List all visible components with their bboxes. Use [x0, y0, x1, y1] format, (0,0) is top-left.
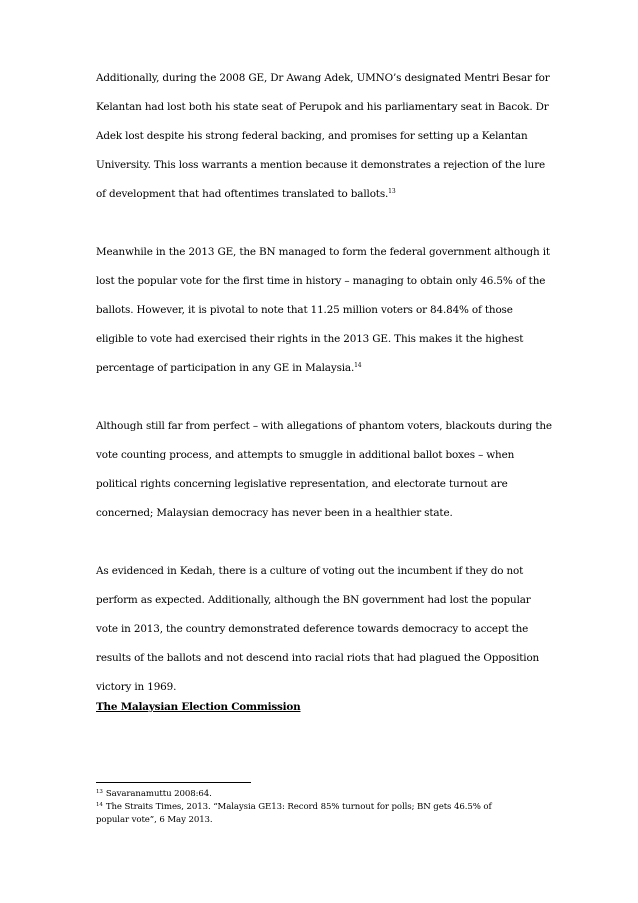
text-line: lost the popular vote for the first time in history – managing to obtain only 46.5% of the: [96, 275, 546, 287]
footnote-text: The Straits Times, 2013. “Malaysia GE13: Record 85% turnout for polls; BN gets 46.5% of: [105, 802, 492, 812]
text-line: vote in 2013, the country demonstrated deference towards democracy to accept the: [96, 623, 529, 635]
text-line: perform as expected. Additionally, although the BN government had lost the popular: [96, 594, 531, 606]
footnote-text: Savaranamuttu 2008:64.: [105, 789, 212, 799]
paragraph-1: [96, 64, 548, 209]
footnote-number: 14: [96, 802, 103, 808]
text-line: political rights concerning legislative representation, and electorate turnout are: [96, 478, 508, 490]
text-line: ballots. However, it is pivotal to note that 11.25 million voters or 84.84% of those: [96, 304, 513, 316]
paragraph-2: [96, 238, 548, 383]
text-line: vote counting process, and attempts to smuggle in additional ballot boxes – when: [96, 449, 515, 461]
text-line: [96, 180, 548, 209]
footnote-13: [96, 788, 536, 801]
footnote-text: popular vote”, 6 May 2013.: [96, 815, 213, 825]
footnotes: [96, 788, 536, 827]
text-line: Additionally, during the 2008 GE, Dr Awang Adek, UMNO’s designated Mentri Besar for: [96, 72, 550, 84]
body-text: [96, 64, 552, 731]
text-line-content: of development that had oftentimes translated to ballots.: [96, 188, 389, 200]
section-heading: The Malaysian Election Commission: [96, 701, 301, 713]
paragraph-3: [96, 412, 552, 528]
text-line: Meanwhile in the 2013 GE, the BN managed to form the federal government although it: [96, 246, 550, 258]
text-line: victory in 1969.: [96, 681, 177, 693]
text-line-content: percentage of participation in any GE in Malaysia.: [96, 362, 355, 374]
text-line: results of the ballots and not descend into racial riots that had plagued the Opposition: [96, 652, 540, 664]
text-line: concerned; Malaysian democracy has never been in a healthier state.: [96, 507, 453, 519]
text-line: [96, 354, 548, 383]
footnote-divider: [96, 782, 251, 783]
text-line: eligible to vote had exercised their rights in the 2013 GE. This makes it the highest: [96, 333, 524, 345]
text-line: Adek lost despite his strong federal backing, and promises for setting up a Kelantan: [96, 130, 528, 142]
paragraph-4: [96, 557, 548, 702]
text-line: Kelantan had lost both his state seat of Perupok and his parliamentary seat in Bacok. Dr: [96, 101, 549, 113]
footnote-ref-14[interactable]: 14: [354, 362, 362, 369]
text-line: University. This loss warrants a mention because it demonstrates a rejection of the lure: [96, 159, 546, 171]
footnote-ref-13[interactable]: 13: [388, 188, 396, 195]
footnote-14: [96, 801, 536, 827]
footnote-number: 13: [96, 789, 103, 795]
text-line: Although still far from perfect – with allegations of phantom voters, blackouts during the: [96, 420, 552, 432]
text-line: As evidenced in Kedah, there is a culture of voting out the incumbent if they do not: [96, 565, 524, 577]
